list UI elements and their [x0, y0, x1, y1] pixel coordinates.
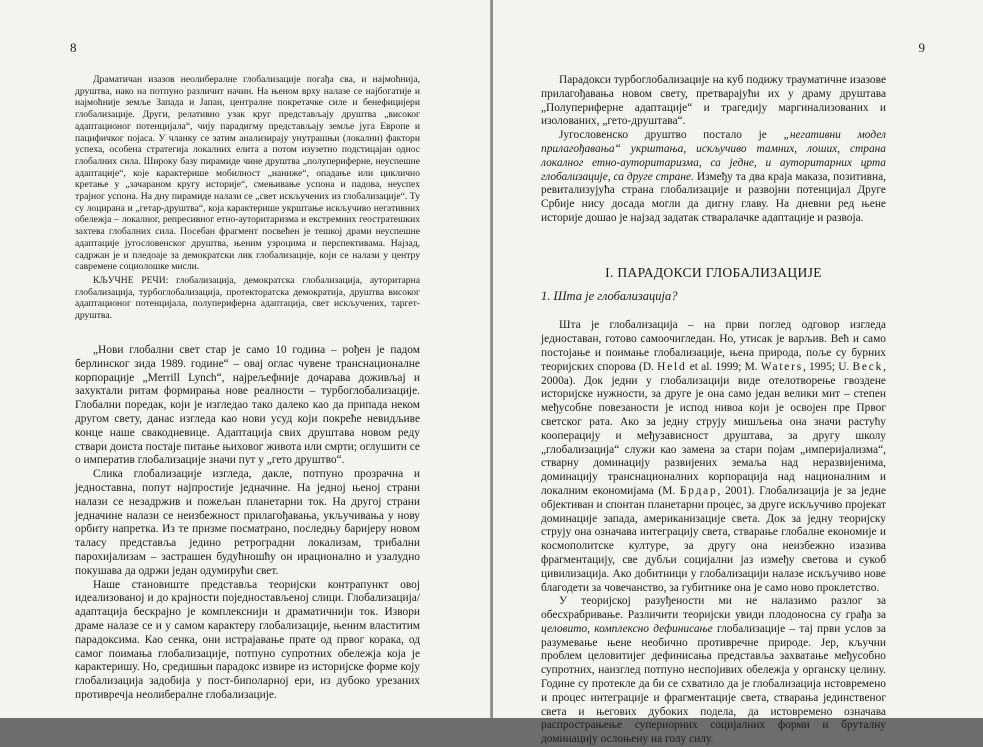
text-run: , 1995; U.	[802, 360, 850, 373]
right-body	[541, 74, 886, 747]
emphasis-text: „негативни модел прилагођавања“ укрштања, искључиво тамних, лоших, страна локалног етно-ауторитаризма, са једне, и ауторитарних црта глобализације, са друге стране.	[541, 129, 886, 183]
section-title: I. ПАРАДОКСИ ГЛОБАЛИЗАЦИЈЕ	[605, 264, 822, 280]
text-run: Између та два краја маказа, позитивна, ревитализујућа страна глобализације и развојни потенцијал Друге Србије нису досада могли да дигну главу. На дневни ред њене историје дошао је најзад задатак стваралачке адаптације и развоја.	[541, 170, 886, 224]
paragraph	[541, 319, 886, 595]
author-name: Брдар	[679, 484, 718, 497]
paragraph	[541, 595, 886, 747]
page-number: 8	[70, 40, 77, 55]
text-run: et al. 1999; M.	[689, 360, 758, 373]
author-name: Waters	[760, 360, 803, 373]
author-name: Beck	[852, 360, 884, 373]
keywords-label: КЉУЧНЕ РЕЧИ:	[93, 274, 169, 286]
right-page	[493, 0, 983, 746]
text-run: , 2000a). Док једни у глобализацији виде отелотворење гвоздене историјске нужности, за друге је она само један велики мит – степен међусобне повезаности је испод нивоа који је освојен пре Првог светског рата. Ако за једну струју мишљења она значи растућу кооперацију и међузависност друштава, за другу школу „глобализација“ служи као замена за стари појам „империјализма“, стварну доминацију развијених земаља над неразвијенима, доминацију транснационалних корпорација над националним и локалним економијама (М.	[541, 360, 886, 497]
abstract-text: Драматичан изазов неолибералне глобализације погађа сва, и најмоћнија, друштва, иако на потпуно различит начин. На њеном врху налазе се најбогатије и најмоћније земље Запада и Јапан, централне покретачке силе и бенефицијери глобализације. Други, релативно узак круг представљају друштва „високог адаптационог потенцијала“, чију парадигму представљају земље југа Европе и пацифичког појаса. У чланку се затим анализирају унутрашњи (локални) фактори успеха, особена стратегија локалних елита а потом изузетно подстицајан однос глобалних сила. Широку базу пирамиде чине друштва „полупериферне, неуспешне адаптације“, које карактерише мобилност „наниже“, опадање или циклично кретање у „зачараном кругу историје“, смењивање успона и падова, неуспех трајног успона. На дну пирамиде налази се „свет искључених из глобализације“. Ту су лоцирана и „гетар-друштва“, која карактерише укрштање искључиво негативних обележја – локалног, репресивног етно-ауторитаризма и екстремних геостратешких захтева глобалних сила. Посебан фрагмент посвећен је тешкој драми неуспешне адаптације југословенског друштва, њеним узроцима и перспективама. Најзад, садржан је и пледоаје за демократски лик глобализације, који се налази у центру савремене социолошке мисли.	[75, 74, 420, 273]
keywords	[75, 275, 420, 322]
paragraph: „Нови глобални свет стар је само 10 година – рођен је падом берлинског зида 1989. године“ – овај оглас чувене транснационалне корпорације „Merrill Lynch“, најрељефније дочарава доживљај и захуктали ритам формирања нове реалности – турбоглобализације. Глобални поредак, који је изгледао тако далеко као да припада неком другом свету, данас изгледа као нови усуд који покреће невидљиве конце наше свакодневице. Адаптација свих друштава новом реду ствари доиста постаје питање њиховог живота или смрти; оглушити се о императив глобализације значи пут у „гето друштво“.	[75, 344, 420, 467]
emphasis-text: целовито, комплексно дефинисање	[541, 622, 713, 635]
text-run: Шта је глобализација – на први поглед одговор изгледа једноставан, готово самоочигледан. Но, утисак је варљив. Већ и само постојање и поимање глобализације, њена природа, поље су бурних теоријских спорова (D.	[541, 319, 886, 373]
text-run: Југословенско друштво постало је	[559, 129, 767, 142]
paragraph	[541, 129, 886, 226]
abstract	[75, 74, 420, 322]
text-run: глобализације – тај први услов за разумевање њене необично противречне природе. Јер, кључни проблем целовитијег дефинисања представља захватање међусобно супротних, наизглед потпуно неспојивих обележја у органску целину. Годинe су протекле да би се схватило да је глобализација истовремено и процес интеграције и фрагментације света, стварања јединственог света и његових дубоких подела, да истовремено означава распрострањење супериорних социјалних форми и бруталну доминацију ослоњену на голу силу.	[541, 622, 886, 746]
page-number: 9	[918, 40, 925, 55]
text-run: У теоријској разуђености ми не налазимо разлог за обесхрабривање. Различити теоријски увиди плодоносна су грађа за	[541, 595, 886, 622]
left-body	[75, 344, 420, 703]
paragraph: Слика глобализације изгледа, дакле, потпуно прозрачна и једноставна, попут најпростије једначине. На једној њеној страни налази се незадржив и пожељан планетарни ток. На другој страни једначине налази се неизбежност прилагођавања, укључивања у нову орбиту напретка. Из те призме посматрано, последњу баријеру новом таласу представља једино ретроградни локализам, трибални парохијализам – застрашен будућношћу он ирационално и узалудно покушава да одржи један одумирући свет.	[75, 468, 420, 577]
paragraph: Наше становиште представља теоријски контрапункт овој идеализованој и до крајности поједностављеној слици. Глобализација/адаптација бескрајно је комплекснији и драматичнији ток. Извори драме налазе се и у самом карактеру глобализације, њеним властитим парадоксима. Као сенка, они истрајавање прате од првог корака, од самог поимања глобализације, потпуно супротних обележја која је карактеришу. Но, средишњи парадокс извире из историјске форме коју глобализација задобија у пост-биполарној ери, из дубоко урезаних противречја неолибералне глобализације.	[75, 578, 420, 701]
paragraph: Парадокси турбоглобализације на куб подижу трауматичне изазове прилагођавања новом свету, претварајући их у драму друштава „Полупериферне адаптације“ и трагедију маргинализованих и изолованих, „гето-друштава“.	[541, 74, 886, 128]
text-run: , 2001). Глобализација је за једне објективан и спонтан планетарни процес, за друге искључиво пројекат доминације запада, американизације света. Док за једну теоријску струју она означава интеграцију света, стварање глобалне економије и космополитске културе, за другу она неизбежно изазива фрагментацију, све дубљи социјални јаз између светова и сукоб цивилизација. Ако добитници у глобализацији налазе искључиво нове благодети за човечанство, за губитнике она је само ново проклетство.	[541, 484, 886, 594]
author-name: Held	[657, 360, 687, 373]
subsection-title: 1. Шта је глобализација?	[541, 288, 678, 303]
left-page	[0, 0, 490, 718]
keywords-text: глобализација, демократска глобализација, ауторитарна глобализација, турбоглобализација, протекторатска демократија, друштва високог адаптационог потенцијала, полупериферна адаптација, свет искључених, таргет-друштва.	[75, 274, 420, 322]
